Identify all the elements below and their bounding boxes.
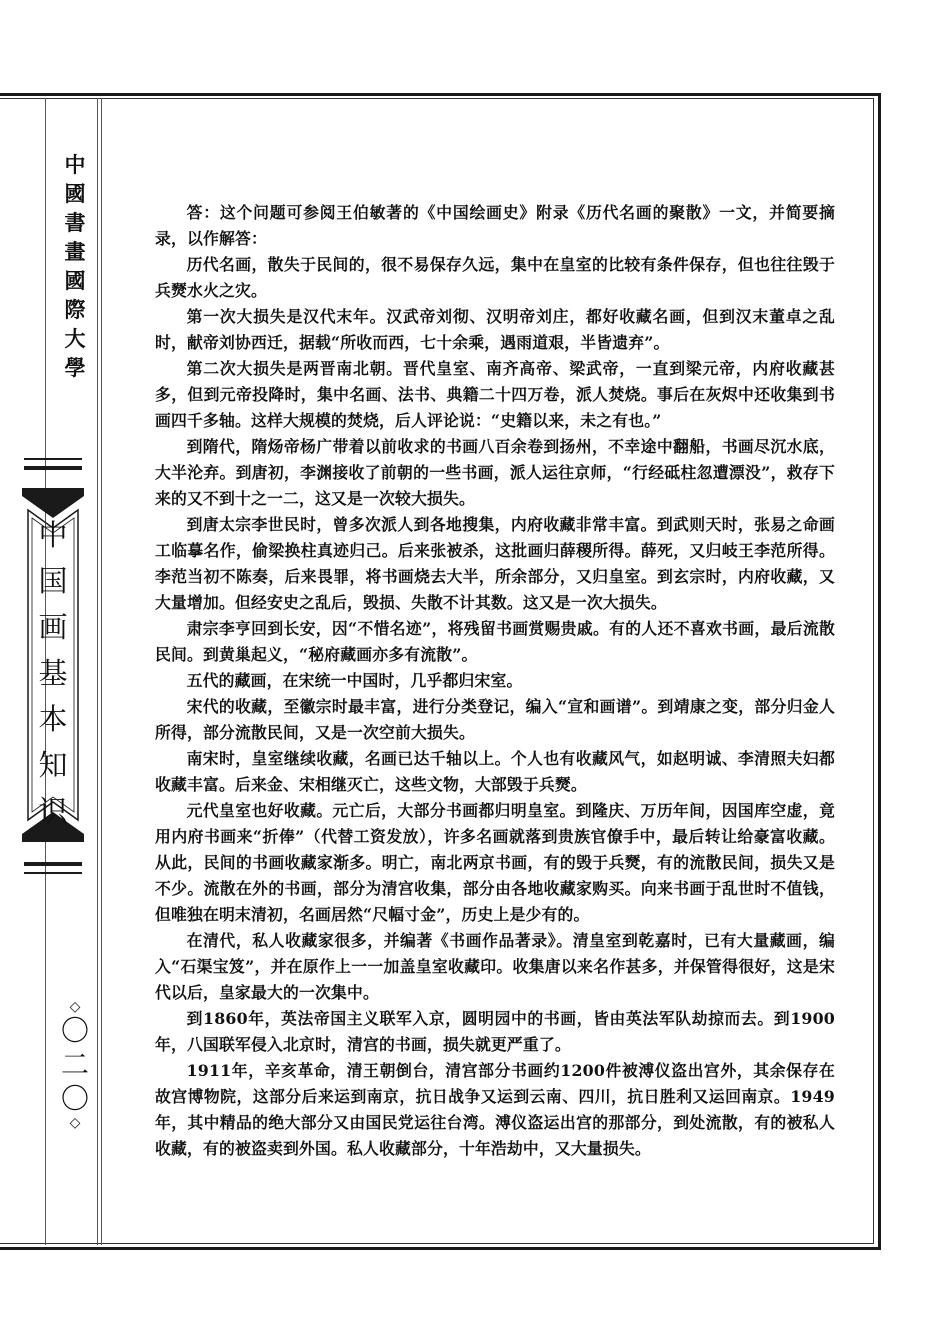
book-title-char: 基	[38, 656, 68, 690]
book-title-char: 中	[38, 518, 68, 552]
paragraph: 到隋代，隋炀帝杨广带着以前收求的书画八百余卷到扬州，不幸途中翻船，书画尽沉水底，大半沦弃。到唐初，李渊接收了前朝的一些书画，派人运往京师，“行经砥柱忽遭漂没”，救存下来的又不到十之一二，这又是一次较大损失。	[155, 437, 835, 508]
paragraph: 答：这个问题可参阅王伯敏著的《中国绘画史》附录《历代名画的聚散》一文，并简要摘录，以作解答：	[155, 203, 835, 248]
school-char: 學	[64, 355, 86, 380]
paragraph: 历代名画，散失于民间的，很不易保存久远，集中在皇室的比较有条件保存，但也往往毁于兵燹水火之灾。	[155, 255, 835, 300]
school-name-vertical	[56, 150, 94, 382]
school-char: 國	[64, 181, 86, 206]
paragraph: 第二次大损失是两晋南北朝。晋代皇室、南齐高帝、梁武帝，一直到梁元帝，内府收藏甚多，但到元帝投降时，集中名画、法书、典籍二十四万卷，派人焚烧。事后在灰烬中还收集到书画四千多轴。这样大规模的焚烧，后人评论说：“史籍以来，未之有也。”	[155, 359, 835, 430]
school-char: 際	[64, 297, 86, 322]
book-title-char: 国	[38, 564, 68, 598]
book-title-vertical	[22, 512, 84, 834]
school-char: 國	[64, 268, 86, 293]
school-char: 書	[64, 210, 86, 235]
school-char: 畫	[64, 239, 86, 264]
body-text	[155, 200, 835, 1162]
sidebar-rule-right-inner	[101, 98, 102, 1245]
paragraph: 肃宗李亨回到长安，因“不惜名迹”，将残留书画赏赐贵戚。有的人还不喜欢书画，最后流散民间。到黄巢起义，“秘府藏画亦多有流散”。	[155, 619, 835, 664]
paragraph: 第一次大损失是汉代末年。汉武帝刘彻、汉明帝刘庄，都好收藏名画，但到汉末董卓之乱时，献帝刘协西迁，据载“所收而西，七十余乘，遇雨道艰，半皆遗弃”。	[155, 307, 835, 352]
paragraph: 到唐太宗李世民时，曾多次派人到各地搜集，内府收藏非常丰富。到武则天时，张易之命画工临摹名作，偷梁换柱真迹归己。后来张被杀，这批画归薛稷所得。薛死，又归岐王李范所得。李范当初不陈奏，后来畏罪，将书画烧去大半，所余部分，又归皇室。到玄宗时，内府收藏，又大量增加。但经安史之乱后，毁损、失散不计其数。这又是一次大损失。	[155, 515, 835, 612]
decor-bar-top	[24, 466, 82, 470]
page-number-digit: 〇	[60, 1014, 89, 1047]
page-number-digit: 〇	[60, 1082, 89, 1115]
book-title-char: 知	[38, 748, 68, 782]
paragraph: 在清代，私人收藏家很多，并编著《书画作品著录》。清皇室到乾嘉时，已有大量藏画，编入“石渠宝笈”，并在原作上一一加盖皇室收藏印。收集唐以来名作甚多，并保管得很好，这是宋代以后，皇家最大的一次集中。	[155, 931, 835, 1002]
decor-bar-bottom-thin	[24, 872, 82, 874]
paragraph: 五代的藏画，在宋统一中国时，几乎都归宋室。	[186, 671, 523, 690]
book-title-char: 识	[38, 794, 68, 828]
diamond-icon: ◇	[69, 999, 81, 1015]
book-title-char: 画	[38, 610, 68, 644]
book-title-char: 本	[38, 702, 68, 736]
paragraph: 南宋时，皇室继续收藏，名画已达千轴以上。个人也有收藏风气，如赵明诚、李清照夫妇都收藏丰富。后来金、宋相继灭亡，这些文物，大部毁于兵燹。	[155, 749, 835, 794]
page-number	[58, 1000, 92, 1130]
diamond-icon: ◇	[69, 1115, 81, 1131]
decor-bar-top-thin	[24, 458, 82, 460]
paragraph: 元代皇室也好收藏。元亡后，大部分书画都归明皇室。到隆庆、万历年间，因国库空虚，竟用内府书画来“折俸”（代替工资发放），许多名画就落到贵族官僚手中，最后转让给豪富收藏。从此，民间的书画收藏家渐多。明亡，南北两京书画，有的毁于兵燹，有的流散民间，损失又是不少。流散在外的书画，部分为清宫收集，部分由各地收藏家购买。向来书画于乱世时不值钱，但唯独在明末清初，名画居然“尺幅寸金”，历史上是少有的。	[155, 801, 835, 924]
paragraph: 宋代的收藏，至徽宗时最丰富，进行分类登记，编入“宣和画谱”。到靖康之变，部分归金人所得，部分流散民间，又是一次空前大损失。	[155, 697, 835, 742]
paragraph: 1911年，辛亥革命，清王朝倒台，清宫部分书画约1200件被溥仪盗出宫外，其余保存在故宫博物院，这部分后来运到南京，抗日战争又运到云南、四川，抗日胜利又运回南京。1949年，其中精品的绝大部分又由国民党运往台湾。溥仪盗运出宫的那部分，到处流散，有的被私人收藏，有的被盗卖到外国。私人收藏部分，十年浩劫中，又大量损失。	[155, 1061, 835, 1158]
paragraph: 到1860年，英法帝国主义联军入京，圆明园中的书画，皆由英法军队劫掠而去。到1900年，八国联军侵入北京时，清宫的书画，损失就更严重了。	[155, 1009, 835, 1054]
sidebar-rule-right	[97, 98, 98, 1245]
decor-bar-bottom	[24, 862, 82, 866]
school-char: 大	[64, 326, 86, 351]
school-char: 中	[64, 152, 86, 177]
page-number-digit: 二	[60, 1048, 89, 1081]
